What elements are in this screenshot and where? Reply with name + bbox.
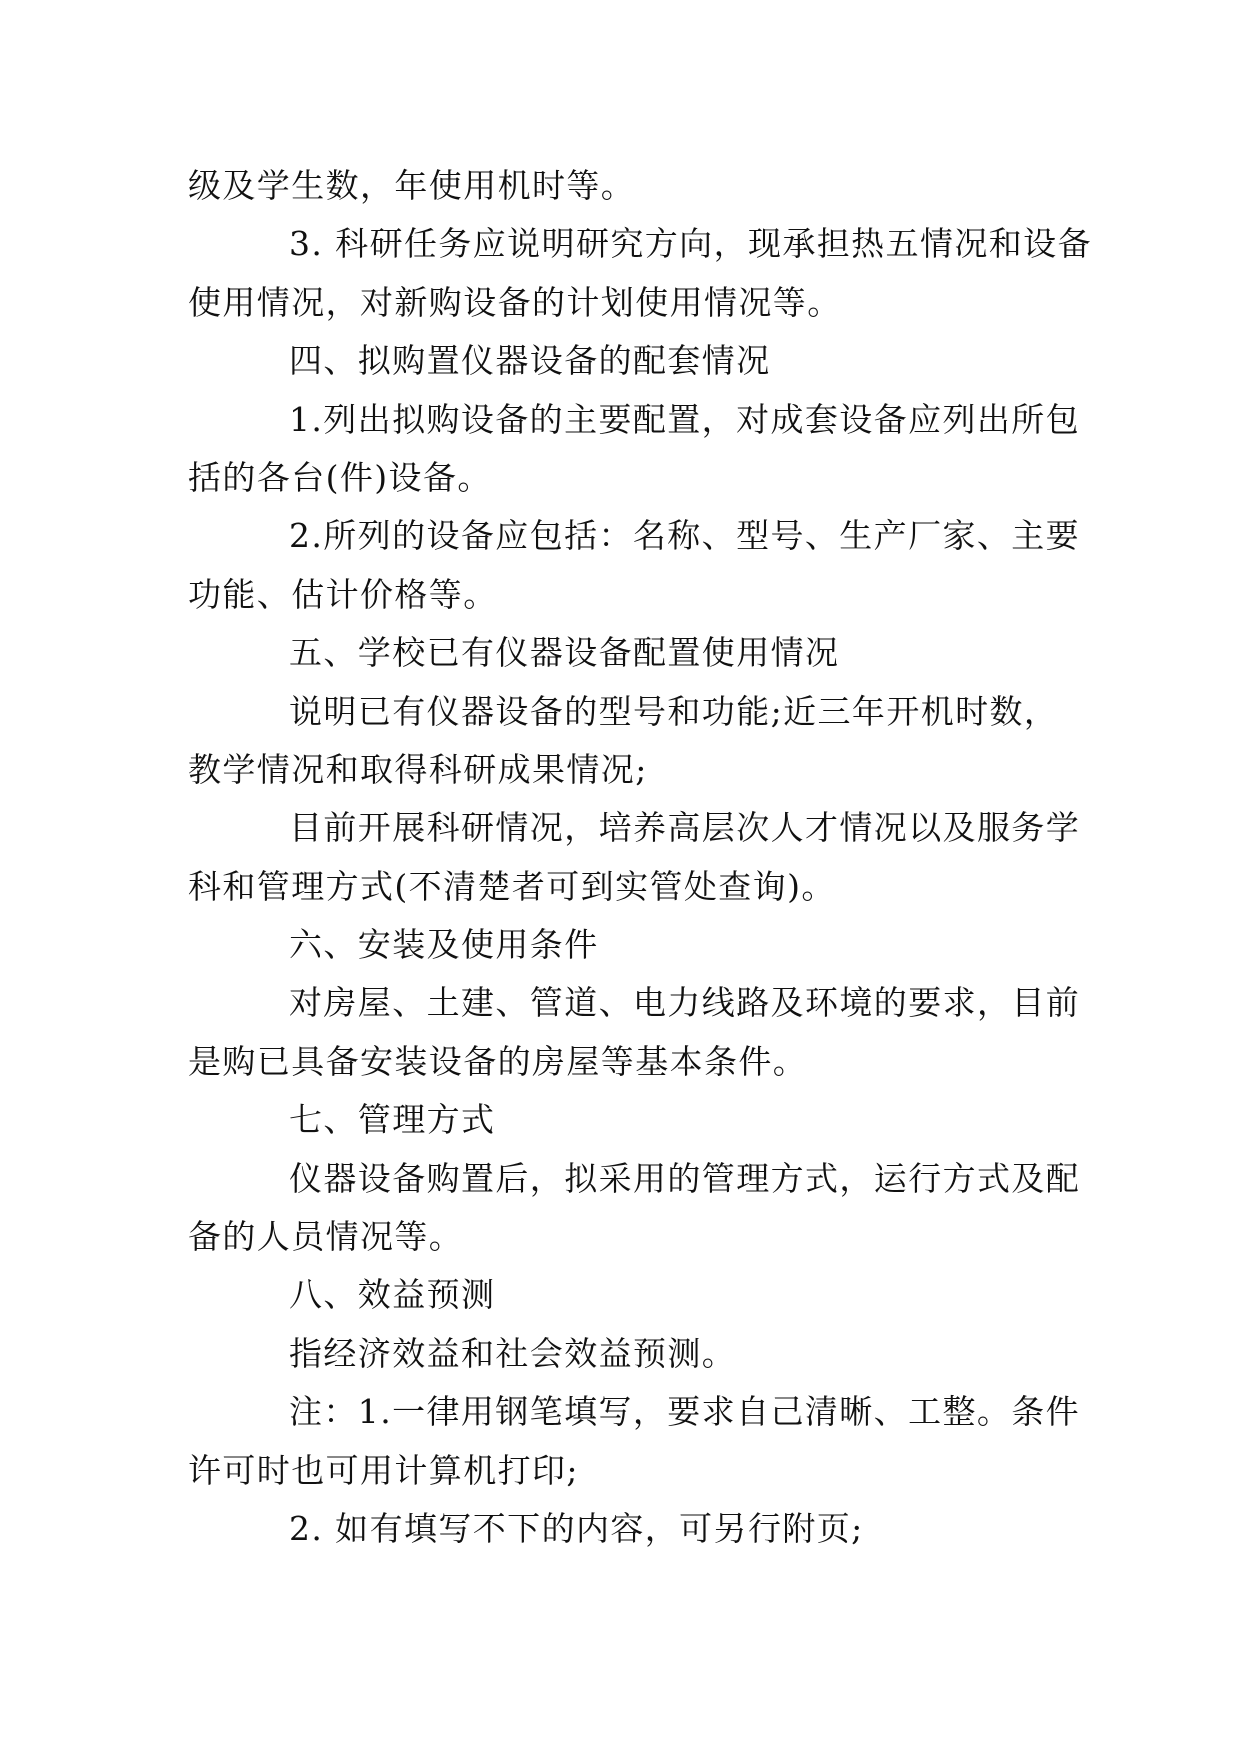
section-heading: 八、效益预测 xyxy=(289,1275,496,1315)
text-line: 备的人员情况等。 xyxy=(188,1217,464,1257)
text-line: 功能、估计价格等。 xyxy=(188,574,498,614)
section-heading: 七、管理方式 xyxy=(289,1100,496,1140)
text-line: 对房屋、土建、管道、电力线路及环境的要求，目前 xyxy=(289,983,1081,1023)
text-line: 科和管理方式(不清楚者可到实管处查询)。 xyxy=(188,866,836,906)
note-line: 许可时也可用计算机打印; xyxy=(188,1450,579,1490)
document-body xyxy=(188,157,1092,1558)
section-heading: 四、拟购置仪器设备的配套情况 xyxy=(289,341,771,381)
text-line: 使用情况，对新购设备的计划使用情况等。 xyxy=(188,282,842,322)
text-line: 是购已具备安装设备的房屋等基本条件。 xyxy=(188,1041,808,1081)
text-line: 仪器设备购置后，拟采用的管理方式，运行方式及配 xyxy=(289,1158,1081,1198)
text-line: 2.所列的设备应包括：名称、型号、生产厂家、主要 xyxy=(289,516,1081,556)
text-line: 指经济效益和社会效益预测。 xyxy=(289,1333,737,1373)
text-line: 级及学生数，年使用机时等。 xyxy=(188,166,636,205)
text-line: 教学情况和取得科研成果情况; xyxy=(188,749,648,789)
text-line: 说明已有仪器设备的型号和功能;近三年开机时数， xyxy=(289,691,1059,731)
text-line: 3. 科研任务应说明研究方向，现承担热五情况和设备 xyxy=(289,224,1092,264)
note-line: 2. 如有填写不下的内容，可另行附页; xyxy=(289,1508,864,1548)
note-line: 注：1.一律用钢笔填写，要求自己清晰、工整。条件 xyxy=(289,1392,1081,1432)
section-heading: 五、学校已有仪器设备配置使用情况 xyxy=(289,633,840,673)
text-line: 1.列出拟购设备的主要配置，对成套设备应列出所包 xyxy=(289,399,1081,439)
text-line: 目前开展科研情况，培养高层次人才情况以及服务学 xyxy=(289,808,1081,848)
section-heading: 六、安装及使用条件 xyxy=(289,925,599,965)
text-line: 括的各台(件)设备。 xyxy=(188,457,492,497)
